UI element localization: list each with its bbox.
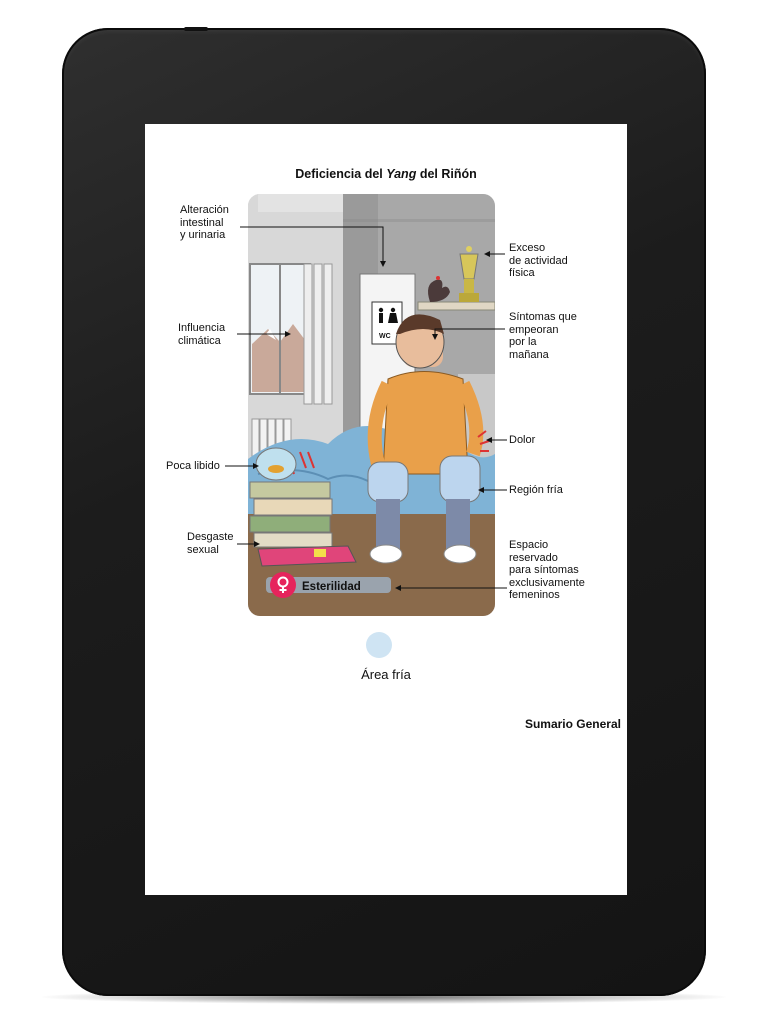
title-text-italic: Yang bbox=[386, 167, 417, 181]
label-region-fria: Región fría bbox=[509, 484, 563, 496]
label-desgaste: Desgaste sexual bbox=[187, 531, 234, 556]
title-text-start: Deficiencia del bbox=[295, 167, 387, 181]
title-text-end: del Riñón bbox=[416, 167, 477, 181]
power-button bbox=[184, 27, 208, 31]
ebook-page bbox=[145, 124, 627, 895]
label-poca-libido: Poca libido bbox=[166, 460, 220, 472]
cold-area-swatch bbox=[366, 632, 392, 658]
bedroom-scene-image bbox=[248, 194, 495, 616]
page-title bbox=[145, 167, 627, 181]
wc-sign-text: WC bbox=[379, 333, 391, 340]
summary-link[interactable]: Sumario General bbox=[524, 717, 621, 731]
cold-area-label: Área fría bbox=[361, 667, 411, 682]
label-influencia: Influencia climática bbox=[178, 322, 226, 347]
label-alteracion: Alteración intestinal y urinaria bbox=[180, 204, 229, 242]
sterility-label: Esterilidad bbox=[302, 581, 361, 593]
label-sintomas: Síntomas que empeoran por la mañana bbox=[509, 311, 577, 361]
label-espacio: Espacio reservado para síntomas exclusivamente femeninos bbox=[509, 539, 585, 602]
label-exceso: Exceso de actividad física bbox=[509, 242, 568, 280]
female-symbol-icon bbox=[270, 572, 296, 598]
label-dolor: Dolor bbox=[509, 434, 536, 446]
illustration bbox=[248, 194, 495, 616]
